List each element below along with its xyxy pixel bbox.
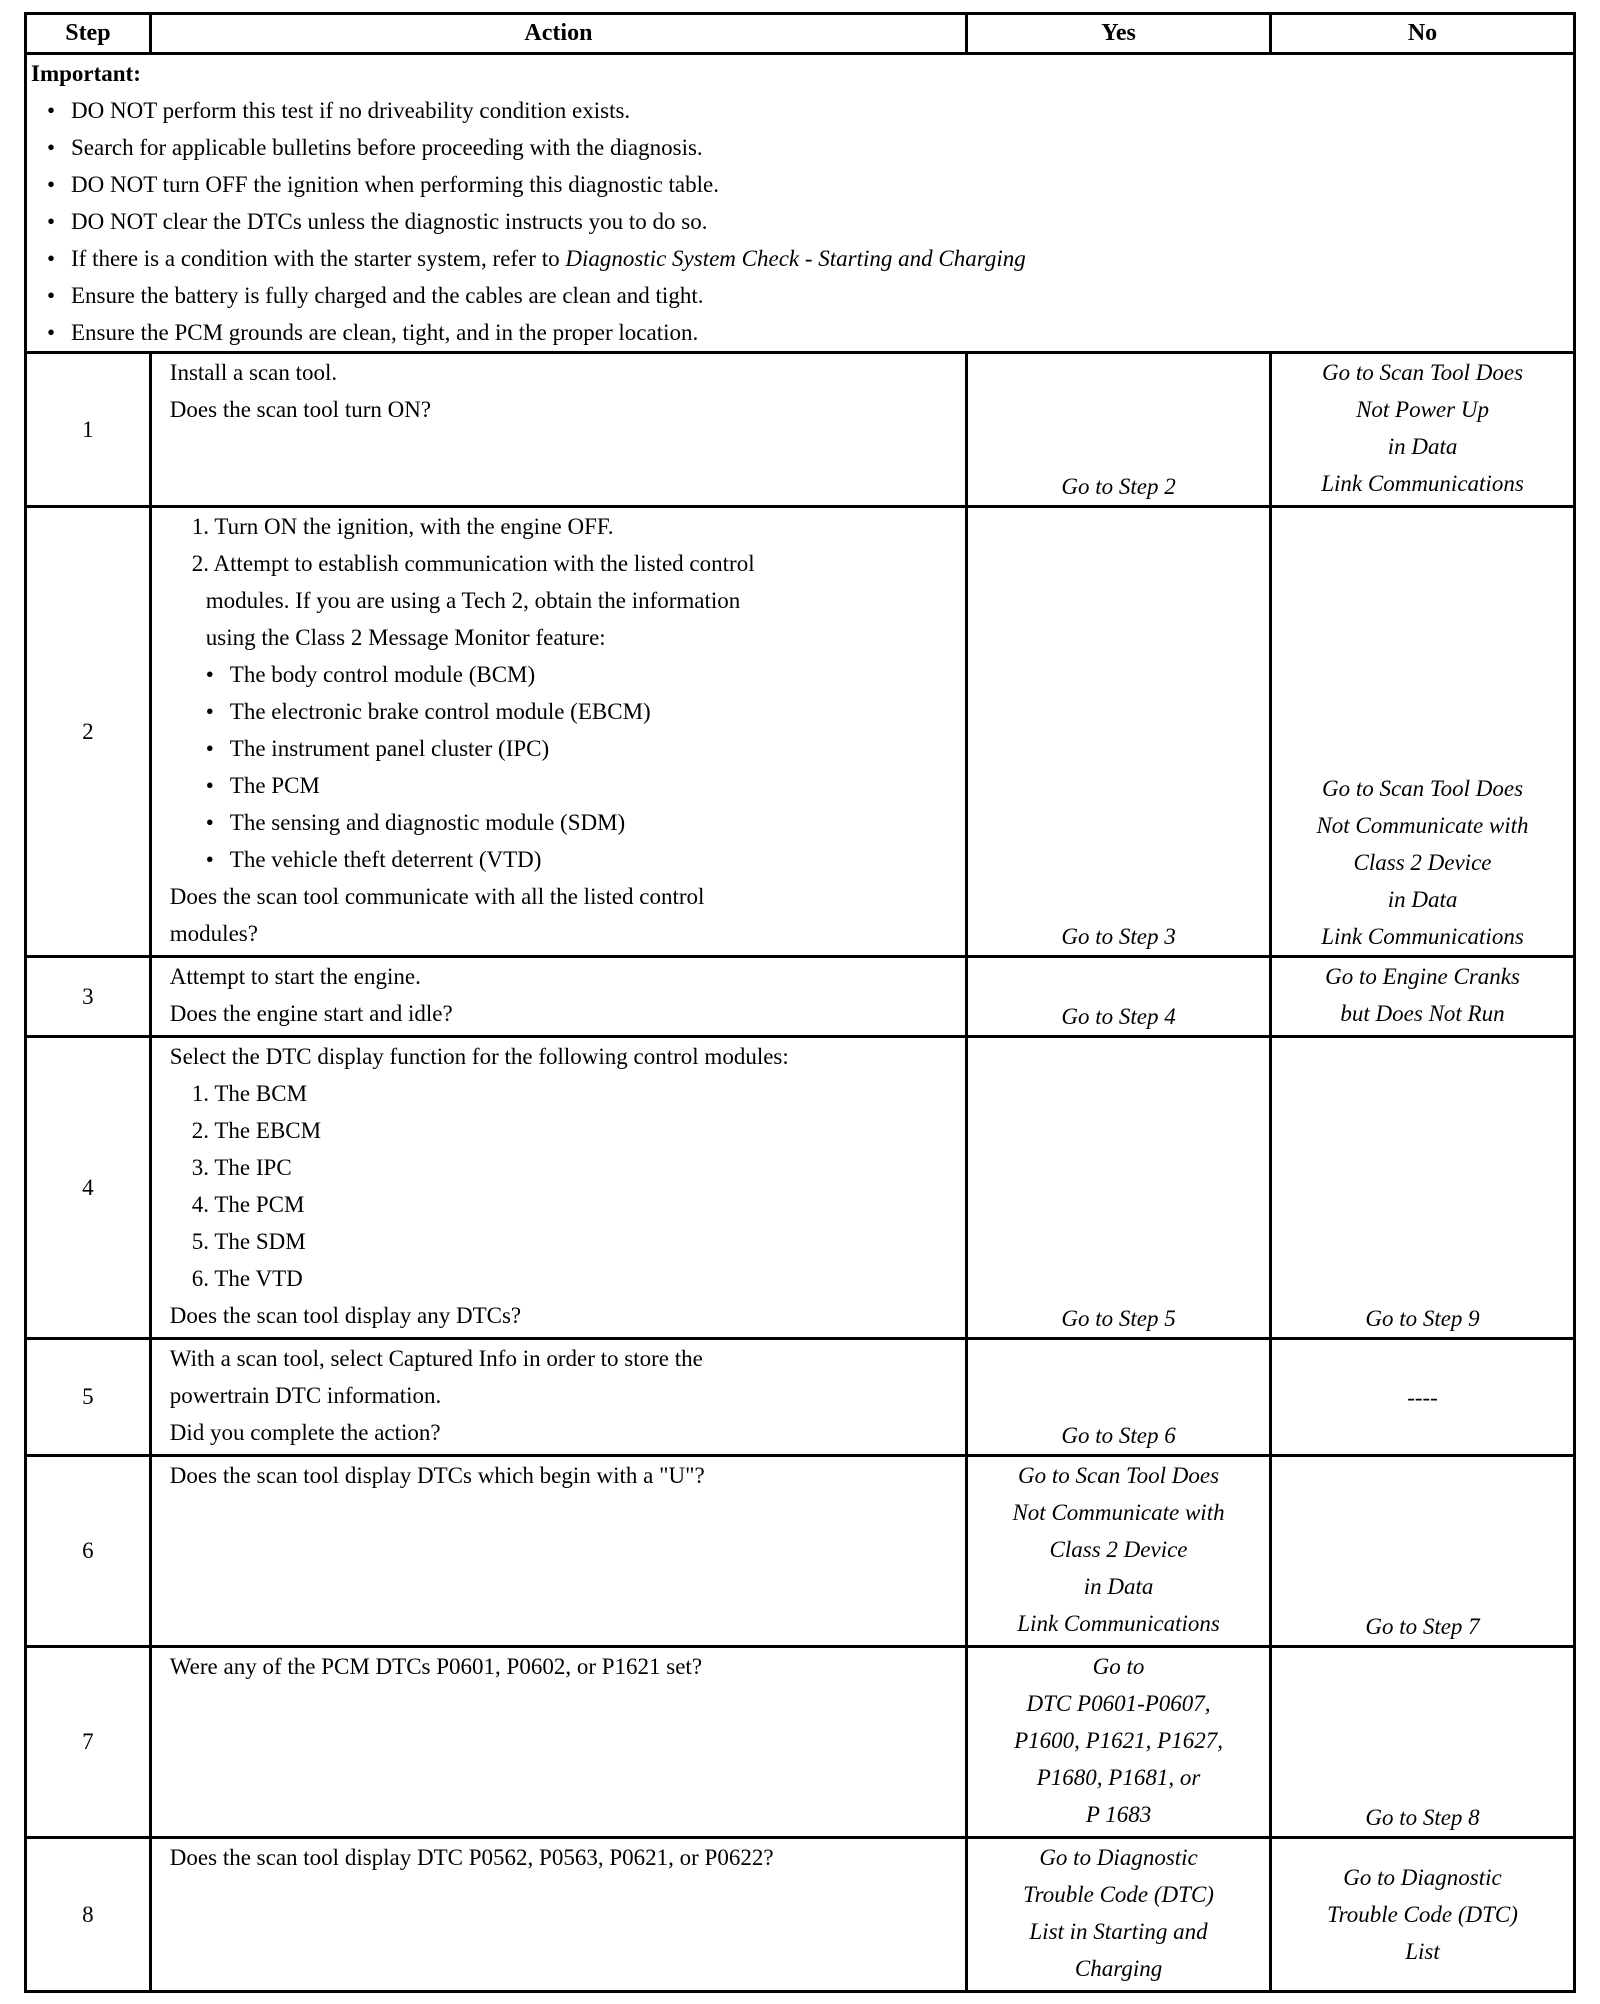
- no-line: Go to Engine Cranks: [1325, 964, 1520, 989]
- action-line: 6. The VTD: [191, 1266, 303, 1291]
- action-line: Select the DTC display function for the following control modules:: [169, 1044, 789, 1069]
- action-line: Install a scan tool.: [169, 360, 338, 385]
- yes-content: [968, 1457, 1269, 1645]
- important-item-text: DO NOT perform this test if no driveability condition exists.: [71, 98, 631, 123]
- yes-line: P1680, P1681, or: [1036, 1765, 1201, 1790]
- action-line: modules?: [169, 921, 258, 946]
- action-line-text: The electronic brake control module (EBCM): [229, 699, 651, 724]
- step-action: [150, 1838, 966, 1992]
- yes-line: Go to Step 4: [1061, 1004, 1176, 1029]
- step-row: [26, 507, 1575, 957]
- important-item-text: DO NOT turn OFF the ignition when performing this diagnostic table.: [71, 172, 719, 197]
- action-line: 2. Attempt to establish communication with the listed control: [191, 551, 755, 576]
- no-content: [1272, 1340, 1573, 1454]
- no-line: in Data: [1387, 434, 1458, 459]
- action-line-text: The instrument panel cluster (IPC): [229, 736, 550, 761]
- bullet-glyph: •: [47, 320, 56, 345]
- important-list: [31, 92, 1573, 351]
- no-line: Go to Step 7: [1365, 1614, 1480, 1639]
- bullet-glyph: •: [205, 699, 214, 724]
- yes-line: List in Starting and: [1029, 1919, 1208, 1944]
- action-line: 5. The SDM: [191, 1229, 306, 1254]
- yes-line: Trouble Code (DTC): [1023, 1882, 1214, 1907]
- yes-line: Not Communicate with: [1012, 1500, 1225, 1525]
- important-title: Important:: [31, 61, 141, 86]
- important-item-text: DO NOT clear the DTCs unless the diagnostic instructs you to do so.: [71, 209, 708, 234]
- yes-line: Link Communications: [1017, 1611, 1220, 1636]
- header-no: No: [1271, 14, 1575, 54]
- action-line: modules. If you are using a Tech 2, obtain the information: [205, 588, 741, 613]
- step-no: [1271, 1339, 1575, 1456]
- bullet-glyph: •: [205, 847, 214, 872]
- no-content: [1272, 508, 1573, 955]
- action-line: [170, 767, 965, 804]
- action-line: powertrain DTC information.: [169, 1383, 442, 1408]
- yes-content: [968, 1839, 1269, 1990]
- diagnostic-table: [24, 12, 1576, 1993]
- no-line: Link Communications: [1321, 924, 1524, 949]
- action-line: [170, 656, 965, 693]
- step-no: [1271, 957, 1575, 1037]
- no-line: List: [1405, 1939, 1440, 1964]
- no-content: [1272, 1648, 1573, 1836]
- step-no: [1271, 1456, 1575, 1647]
- step-yes: [967, 1838, 1271, 1992]
- bullet-glyph: •: [205, 810, 214, 835]
- yes-line: P 1683: [1085, 1802, 1152, 1827]
- action-line: 4. The PCM: [191, 1192, 305, 1217]
- important-item: [31, 203, 1573, 240]
- action-line: Does the scan tool display DTCs which begin with a "U"?: [169, 1463, 705, 1488]
- no-line: Go to Scan Tool Does: [1321, 776, 1524, 801]
- no-line: Go to Step 8: [1365, 1805, 1480, 1830]
- no-content: [1272, 958, 1573, 1035]
- step-row: [26, 1037, 1575, 1339]
- header-action: Action: [150, 14, 966, 54]
- action-line-text: The body control module (BCM): [229, 662, 536, 687]
- important-item: [31, 92, 1573, 129]
- header-step: Step: [26, 14, 151, 54]
- step-row: [26, 1647, 1575, 1838]
- action-line: Attempt to start the engine.: [169, 964, 421, 989]
- step-row: [26, 957, 1575, 1037]
- important-item: [31, 240, 1573, 277]
- yes-line: DTC P0601-P0607,: [1026, 1691, 1211, 1716]
- step-number: 8: [26, 1838, 151, 1992]
- important-item: [31, 166, 1573, 203]
- action-line: Did you complete the action?: [169, 1420, 441, 1445]
- step-action: [150, 1037, 966, 1339]
- step-yes: [967, 507, 1271, 957]
- step-row: [26, 353, 1575, 507]
- bullet-glyph: •: [47, 246, 56, 271]
- important-item: [31, 314, 1573, 351]
- action-line: [170, 693, 965, 730]
- step-row: [26, 1838, 1575, 1992]
- step-action: [150, 1456, 966, 1647]
- step-yes: [967, 1647, 1271, 1838]
- no-line: Class 2 Device: [1353, 850, 1492, 875]
- no-content: [1272, 1839, 1573, 1990]
- yes-content: [968, 508, 1269, 955]
- action-line-text: The vehicle theft deterrent (VTD): [229, 847, 542, 872]
- header-row: [26, 14, 1575, 54]
- yes-content: [968, 354, 1269, 505]
- action-line: using the Class 2 Message Monitor feature:: [205, 625, 606, 650]
- header-yes: Yes: [967, 14, 1271, 54]
- action-line: 3. The IPC: [191, 1155, 292, 1180]
- action-line: [170, 804, 965, 841]
- step-yes: [967, 1037, 1271, 1339]
- step-yes: [967, 1456, 1271, 1647]
- no-line: Link Communications: [1321, 471, 1524, 496]
- step-number: 6: [26, 1456, 151, 1647]
- action-line: Were any of the PCM DTCs P0601, P0602, or P1621 set?: [169, 1654, 703, 1679]
- no-content: [1272, 354, 1573, 505]
- step-number: 7: [26, 1647, 151, 1838]
- step-yes: [967, 353, 1271, 507]
- step-no: [1271, 1647, 1575, 1838]
- action-line: 1. The BCM: [191, 1081, 308, 1106]
- step-row: [26, 1339, 1575, 1456]
- yes-line: Go to Scan Tool Does: [1018, 1463, 1220, 1488]
- step-yes: [967, 1339, 1271, 1456]
- important-item-text: Search for applicable bulletins before proceeding with the diagnosis.: [71, 135, 703, 160]
- action-line: 2. The EBCM: [191, 1118, 322, 1143]
- step-no: [1271, 1037, 1575, 1339]
- action-line: [170, 841, 965, 878]
- important-item-reference: Diagnostic System Check - Starting and Charging: [565, 246, 1026, 271]
- important-item: [31, 129, 1573, 166]
- yes-line: Go to Step 5: [1061, 1306, 1176, 1331]
- important-item-text: Ensure the PCM grounds are clean, tight, and in the proper location.: [71, 320, 699, 345]
- no-line: Go to Step 9: [1365, 1306, 1480, 1331]
- action-line: Does the scan tool turn ON?: [169, 397, 432, 422]
- important-cell: [26, 54, 1575, 353]
- bullet-glyph: •: [47, 209, 56, 234]
- action-line: With a scan tool, select Captured Info in order to store the: [169, 1346, 703, 1371]
- no-line: but Does Not Run: [1340, 1001, 1505, 1026]
- yes-line: Go to Diagnostic: [1039, 1845, 1198, 1870]
- step-action: [150, 957, 966, 1037]
- yes-line: Go to Step 6: [1061, 1423, 1176, 1448]
- yes-content: [968, 1648, 1269, 1836]
- bullet-glyph: •: [47, 172, 56, 197]
- action-line: Does the scan tool communicate with all the listed control: [169, 884, 705, 909]
- step-yes: [967, 957, 1271, 1037]
- bullet-glyph: •: [47, 283, 56, 308]
- action-line: [170, 730, 965, 767]
- bullet-glyph: •: [205, 736, 214, 761]
- step-row: [26, 1456, 1575, 1647]
- no-line: Not Communicate with: [1316, 813, 1529, 838]
- action-line: 1. Turn ON the ignition, with the engine OFF.: [191, 514, 614, 539]
- yes-content: [968, 958, 1269, 1035]
- no-line: Go to Diagnostic: [1343, 1865, 1502, 1890]
- step-number: 4: [26, 1037, 151, 1339]
- yes-line: Class 2 Device: [1049, 1537, 1188, 1562]
- yes-line: in Data: [1083, 1574, 1154, 1599]
- no-content: [1272, 1457, 1573, 1645]
- yes-line: Go to Step 2: [1061, 474, 1176, 499]
- yes-line: Go to Step 3: [1061, 924, 1176, 949]
- yes-content: [968, 1340, 1269, 1454]
- yes-content: [968, 1038, 1269, 1337]
- no-line: Trouble Code (DTC): [1327, 1902, 1518, 1927]
- step-no: [1271, 1838, 1575, 1992]
- step-action: [150, 1647, 966, 1838]
- important-item-text: Ensure the battery is fully charged and the cables are clean and tight.: [71, 283, 704, 308]
- step-number: 2: [26, 507, 151, 957]
- important-row: [26, 54, 1575, 353]
- no-line: in Data: [1387, 887, 1458, 912]
- step-no: [1271, 353, 1575, 507]
- no-line: Go to Scan Tool Does: [1321, 360, 1524, 385]
- important-item-text: If there is a condition with the starter system, refer to: [71, 246, 566, 271]
- bullet-glyph: •: [205, 773, 214, 798]
- important-item: [31, 277, 1573, 314]
- bullet-glyph: •: [47, 98, 56, 123]
- step-number: 1: [26, 353, 151, 507]
- bullet-glyph: •: [47, 135, 56, 160]
- yes-line: P1600, P1621, P1627,: [1014, 1728, 1223, 1753]
- step-action: [150, 353, 966, 507]
- step-action: [150, 507, 966, 957]
- action-line-text: The PCM: [229, 773, 320, 798]
- action-line: Does the scan tool display DTC P0562, P0563, P0621, or P0622?: [169, 1845, 774, 1870]
- yes-line: Charging: [1074, 1956, 1163, 1981]
- action-line-text: The sensing and diagnostic module (SDM): [229, 810, 626, 835]
- no-line: ----: [1407, 1384, 1438, 1410]
- action-line: Does the scan tool display any DTCs?: [169, 1303, 522, 1328]
- no-content: [1272, 1038, 1573, 1337]
- no-line: Not Power Up: [1356, 397, 1489, 422]
- action-line: Does the engine start and idle?: [169, 1001, 453, 1026]
- step-action: [150, 1339, 966, 1456]
- bullet-glyph: •: [205, 662, 214, 687]
- step-no: [1271, 507, 1575, 957]
- step-number: 3: [26, 957, 151, 1037]
- yes-line: Go to: [1092, 1654, 1145, 1679]
- step-number: 5: [26, 1339, 151, 1456]
